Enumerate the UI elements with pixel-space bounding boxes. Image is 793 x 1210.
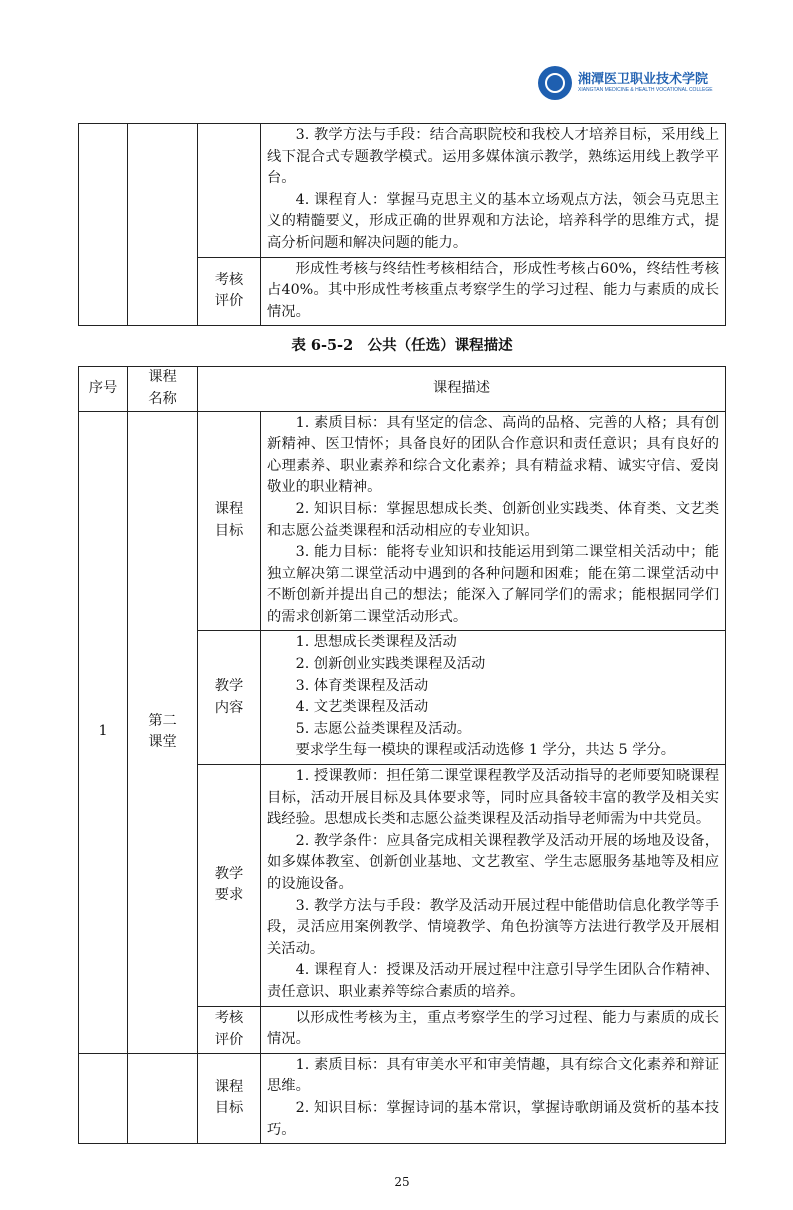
- table-row: [79, 411, 726, 631]
- cell-description: [261, 765, 726, 1007]
- text: 要求: [214, 887, 244, 904]
- text: 课程: [214, 1078, 244, 1095]
- cell-label: [198, 765, 261, 1007]
- cell-name: [128, 411, 198, 1053]
- cell-description: [261, 631, 726, 765]
- text: 3. 能力目标：能将专业知识和技能运用到第二课堂相关活动中；能独立解决第二课堂活动中遇到的各种问题和困难；能在第二课堂活动中不断创新并提出自己的想法；能深入了解同学们的需求；能根据同学们的需求创新第二课堂活动形式。: [267, 544, 719, 625]
- cell-label: [198, 631, 261, 765]
- cell-label: [198, 257, 261, 326]
- continued-table: [78, 123, 726, 326]
- cell-description: [261, 1006, 726, 1053]
- paragraph: 3. 教学方法与手段：结合高职院校和我校人才培养目标，采用线上线下混合式专题教学模式。运用多媒体演示教学，熟练运用线上教学平台。: [267, 127, 719, 187]
- text: 课程: [214, 501, 244, 518]
- text: 评价: [214, 1031, 244, 1048]
- text: 3. 教学方法与手段：教学及活动开展过程中能借助信息化教学等手段，灵活应用案例教学、情境教学、角色扮演等方法进行教学及开展相关活动。: [267, 897, 719, 957]
- text: 2. 知识目标：掌握思想成长类、创新创业实践类、体育类、文艺类和志愿公益类课程和活动相应的专业知识。: [267, 500, 719, 539]
- text: 目标: [214, 523, 244, 539]
- page-number: 25: [394, 1175, 410, 1190]
- text: 教学: [214, 678, 244, 695]
- text: 第二: [148, 712, 177, 729]
- text: 课堂: [148, 734, 177, 751]
- cell-empty: [79, 124, 128, 326]
- text: 目标: [214, 1100, 244, 1117]
- text: 4. 课程育人：授课及活动开展过程中注意引导学生团队合作精神、责任意识、职业素养等综合素质的培养。: [267, 962, 719, 1000]
- cell-description: [261, 1053, 726, 1143]
- table-caption: 表 6-5-2 公共（任选）课程描述: [291, 337, 513, 355]
- course-table: [78, 366, 726, 1144]
- text: 以形成性考核为主，重点考察学生的学习过程、能力与素质的成长情况。: [267, 1009, 719, 1048]
- cell-no: 1: [79, 411, 128, 1053]
- text: 4. 文艺类课程及活动: [295, 699, 429, 716]
- logo-text: 湘潭医卫职业技术学院: [578, 72, 709, 87]
- cell-label: [198, 411, 261, 631]
- text: 1. 素质目标：具有坚定的信念、高尚的品格、完善的人格；具有创新精神、医卫情怀；具备良好的团队合作意识和责任意识；具有良好的心理素养、职业素养和综合文化素养；具有精益求精、诚实守信、爱岗敬业的职业精神。: [267, 414, 719, 496]
- cell-label: [198, 1053, 261, 1143]
- cell-empty: [128, 124, 198, 326]
- cell-description: [261, 411, 726, 631]
- college-seal-icon: [538, 66, 572, 100]
- text: 考核: [214, 271, 244, 288]
- header-name: [128, 367, 198, 411]
- text: 5. 志愿公益类课程及活动。: [295, 720, 472, 737]
- logo-subtext: XIANGTAN MEDICINE & HEALTH VOCATIONAL COLLEGE: [578, 87, 713, 93]
- text: 2. 教学条件：应具备完成相关课程教学及活动开展的场地及设备，如多媒体教室、创新创业基地、文艺教室、学生志愿服务基地等及相应的设施设备。: [267, 832, 719, 892]
- table-row: [79, 1053, 726, 1143]
- cell-name: [128, 1053, 198, 1143]
- text: 1. 授课教师：担任第二课堂课程教学及活动指导的老师要知晓课程目标，活动开展目标及具体要求等，同时应具备较丰富的教学及相关实践经验。思想成长类和志愿公益类课程及活动指导老师需为中共党员。: [267, 768, 719, 828]
- text: 要求学生每一模块的课程或活动选修 1 学分，共达 5 学分。: [295, 742, 676, 759]
- college-logo: [538, 66, 713, 100]
- text: 1. 素质目标：具有审美水平和审美情趣，具有综合文化素养和辩证思维。: [267, 1056, 719, 1095]
- cell-empty: [198, 124, 261, 258]
- text: 考核: [214, 1010, 244, 1027]
- text: 2. 知识目标：掌握诗词的基本常识，掌握诗歌朗诵及赏析的基本技巧。: [267, 1099, 719, 1138]
- text: 课程: [148, 369, 177, 386]
- text: 2. 创新创业实践类课程及活动: [295, 656, 486, 673]
- cell-label: [198, 1006, 261, 1053]
- header-desc: 课程描述: [198, 367, 726, 411]
- text: 名称: [148, 390, 177, 407]
- text: 评价: [214, 293, 244, 310]
- text: 内容: [214, 699, 244, 716]
- header-no: 序号: [79, 367, 128, 411]
- cell-no: [79, 1053, 128, 1143]
- paragraph: 形成性考核与终结性考核相结合，形成性考核占60%，终结性考核占40%。其中形成性考核重点考察学生的学习过程、能力与素质的成长情况。: [267, 260, 719, 320]
- cell-description: [261, 257, 726, 326]
- text: 教学: [214, 865, 244, 882]
- cell-description: [261, 124, 726, 258]
- paragraph: 4. 课程育人：掌握马克思主义的基本立场观点方法，领会马克思主义的精髓要义，形成正确的世界观和方法论，培养科学的思维方式，提高分析问题和解决问题的能力。: [267, 191, 719, 251]
- text: 3. 体育类课程及活动: [295, 677, 429, 694]
- text: 1. 思想成长类课程及活动: [295, 634, 457, 651]
